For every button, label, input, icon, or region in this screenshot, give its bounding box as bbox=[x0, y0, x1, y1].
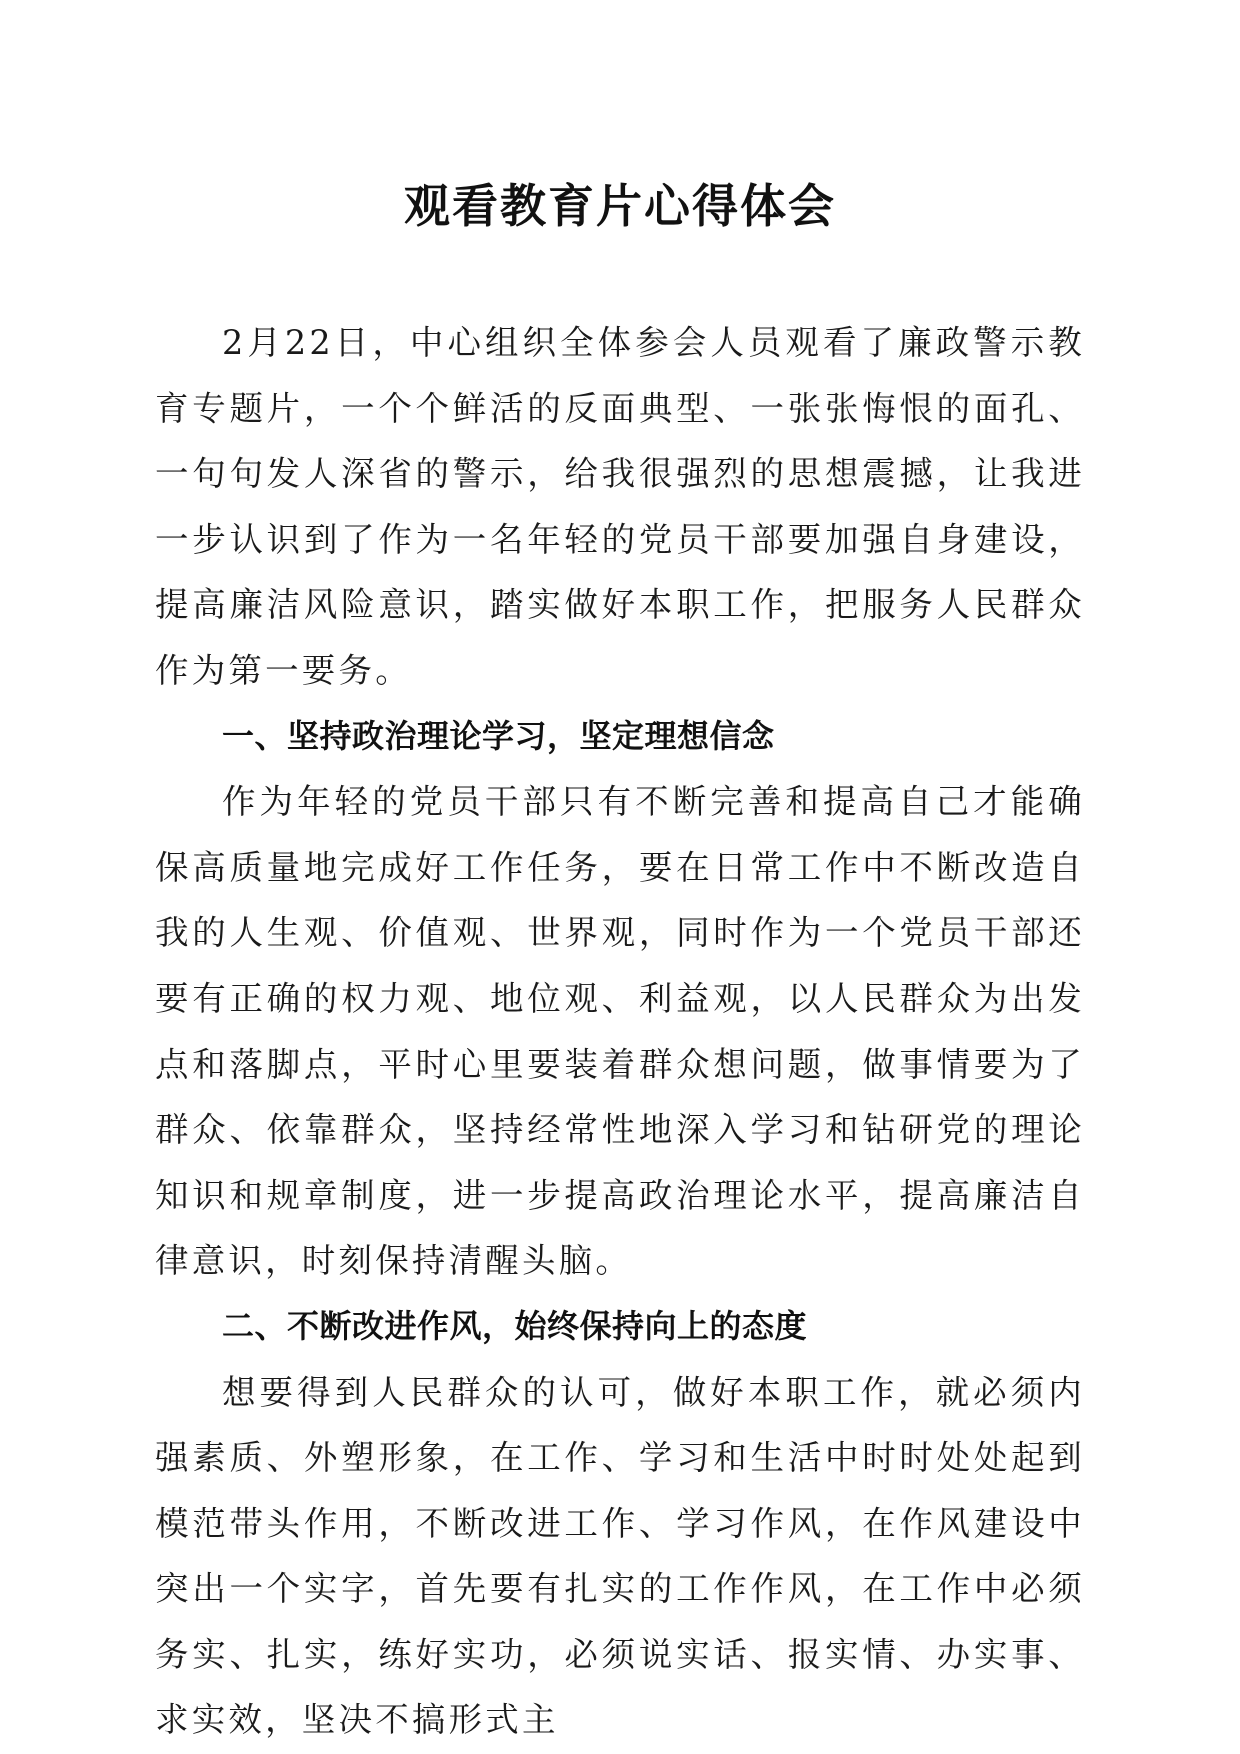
section-1-paragraph: 作为年轻的党员干部只有不断完善和提高自己才能确保高质量地完成好工作任务，要在日常工作中不断改造自我的人生观、价值观、世界观，同时作为一个党员干部还要有正确的权力观、地位观、利益观，以人民群众为出发点和落脚点，平时心里要装着群众想问题，做事情要为了群众、依靠群众，坚持经常性地深入学习和钻研党的理论知识和规章制度，进一步提高政治理论水平，提高廉洁自律意识，时刻保持清醒头脑。 bbox=[155, 782, 1085, 1281]
document-title: 观看教育片心得体会 bbox=[404, 179, 836, 233]
section-1-heading: 一、坚持政治理论学习，坚定理想信念 bbox=[222, 716, 775, 755]
document-body bbox=[155, 310, 1085, 1753]
section-2-heading: 二、不断改进作风，始终保持向上的态度 bbox=[222, 1306, 808, 1345]
section-2-paragraph: 想要得到人民群众的认可，做好本职工作，就必须内强素质、外塑形象，在工作、学习和生活中时时处处起到模范带头作用，不断改进工作、学习作风，在作风建设中突出一个实字，首先要有扎实的工作作风，在工作中必须务实、扎实，练好实功，必须说实话、报实情、办实事、求实效，坚决不搞形式主 bbox=[155, 1372, 1085, 1740]
intro-paragraph: 2月22日，中心组织全体参会人员观看了廉政警示教育专题片，一个个鲜活的反面典型、一张张悔恨的面孔、一句句发人深省的警示，给我很强烈的思想震撼，让我进一步认识到了作为一名年轻的党员干部要加强自身建设，提高廉洁风险意识，踏实做好本职工作，把服务人民群众作为第一要务。 bbox=[155, 323, 1085, 690]
